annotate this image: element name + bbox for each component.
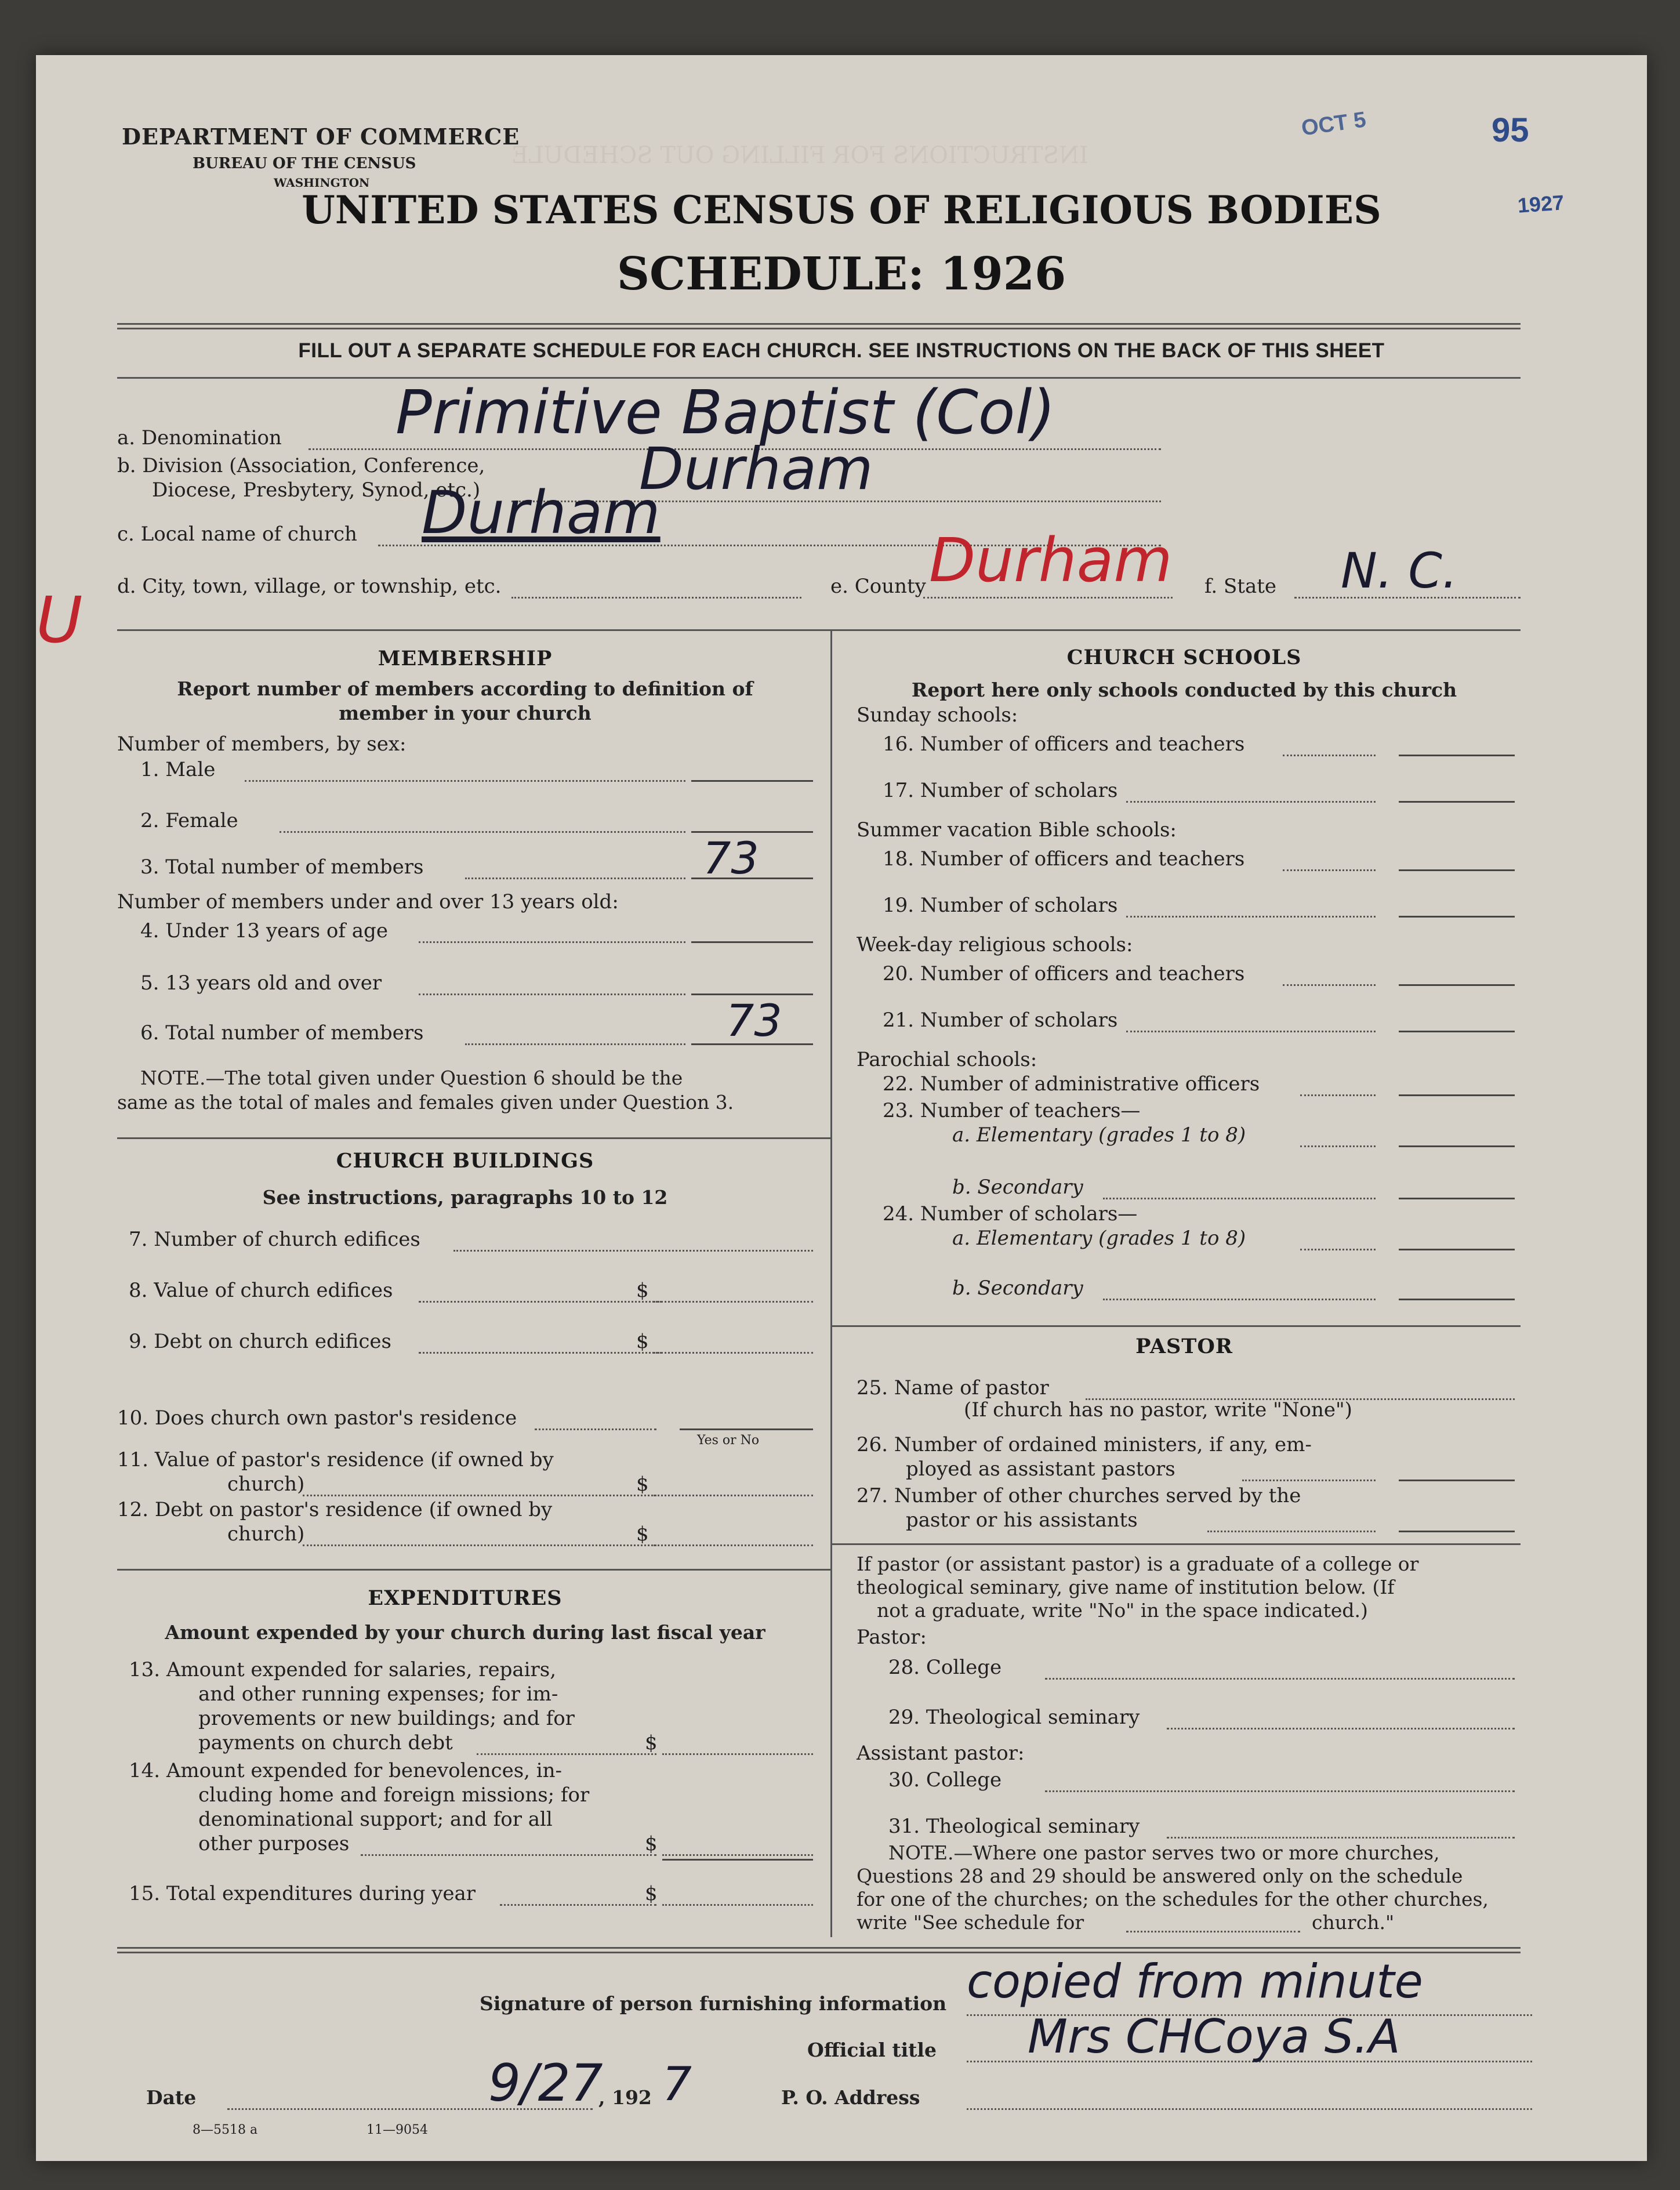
- q29-answer-line[interactable]: [1167, 1728, 1515, 1729]
- fields-rule: [117, 629, 1521, 631]
- header-rule-top-2: [117, 328, 1521, 329]
- q3-dots: [465, 878, 685, 879]
- q8-dots: [419, 1301, 662, 1303]
- q27-answer-line[interactable]: [1399, 1531, 1515, 1532]
- q8-answer-line[interactable]: [654, 1301, 813, 1303]
- bleed-through-heading: INSTRUCTIONS FOR FILLING OUT SCHEDULE: [511, 142, 1088, 169]
- q27-label-2: pastor or his assistants: [906, 1509, 1138, 1532]
- schools-heading: CHURCH SCHOOLS: [1066, 646, 1302, 669]
- q11-dollar: $: [636, 1473, 649, 1496]
- q1-dots: [245, 780, 685, 782]
- q13-label-2: and other running expenses; for im-: [198, 1683, 558, 1706]
- q6-total-label: 6. Total number of members: [140, 1021, 424, 1045]
- q25-note: (If church has no pastor, write "None"): [964, 1398, 1352, 1422]
- pastor-note-2: Questions 28 and 29 should be answered only on the schedule: [857, 1865, 1463, 1887]
- county-value[interactable]: Durham: [929, 525, 1173, 596]
- q13-label-1: 13. Amount expended for salaries, repairs,: [129, 1658, 557, 1681]
- form-number: 8—5518 a: [193, 2123, 258, 2137]
- q12-label-2: church): [227, 1522, 305, 1546]
- q24-label: 24. Number of scholars—: [883, 1202, 1138, 1225]
- q2-dots: [280, 831, 685, 833]
- q15-label: 15. Total expenditures during year: [129, 1882, 476, 1905]
- q9-label: 9. Debt on church edifices: [129, 1330, 391, 1353]
- q12-dots: [303, 1544, 656, 1546]
- membership-sub-1: Report number of members according to definition of: [177, 677, 753, 700]
- q21-label: 21. Number of scholars: [883, 1009, 1118, 1032]
- county-line: [923, 597, 1173, 599]
- q20-label: 20. Number of officers and teachers: [883, 962, 1245, 985]
- q5-over13-label: 5. 13 years old and over: [140, 971, 382, 995]
- pastor-note-5: church.": [1312, 1911, 1395, 1934]
- signature-label: Signature of person furnishing information: [480, 1992, 947, 2015]
- q15-dollar: $: [645, 1882, 658, 1905]
- q18-dots: [1283, 869, 1376, 871]
- q20-answer-line[interactable]: [1399, 984, 1515, 986]
- membership-sub-2: member in your church: [339, 702, 592, 724]
- schools-rule: [830, 1325, 1521, 1327]
- denomination-value[interactable]: Primitive Baptist (Col): [395, 377, 1055, 448]
- pastor-note-1: NOTE.—Where one pastor serves two or more churches,: [888, 1841, 1440, 1864]
- q26-label-1: 26. Number of ordained ministers, if any, em-: [857, 1433, 1312, 1456]
- q8-label: 8. Value of church edifices: [129, 1279, 393, 1302]
- local-name-value[interactable]: Durham: [422, 478, 661, 548]
- footer-rule-top-2: [117, 1952, 1521, 1953]
- q21-answer-line[interactable]: [1399, 1031, 1515, 1032]
- q12-label-1: 12. Debt on pastor's residence (if owned by: [117, 1498, 553, 1521]
- q4-dots: [419, 941, 685, 943]
- q23a-answer-line[interactable]: [1399, 1145, 1515, 1147]
- q28-answer-line[interactable]: [1045, 1678, 1515, 1680]
- q7-line[interactable]: [453, 1250, 813, 1252]
- q28-label: 28. College: [888, 1656, 1002, 1679]
- q2-female-label: 2. Female: [140, 809, 238, 832]
- q16-answer-line[interactable]: [1399, 755, 1515, 756]
- members-by-sex-label: Number of members, by sex:: [117, 733, 407, 756]
- q30-answer-line[interactable]: [1045, 1790, 1515, 1792]
- q9-dollar: $: [636, 1330, 649, 1353]
- membership-note-1: NOTE.—The total given under Question 6 should be the: [140, 1067, 683, 1089]
- signature-value[interactable]: copied from minute: [967, 1955, 1423, 2008]
- membership-note-2: same as the total of males and females given under Question 3.: [117, 1091, 734, 1114]
- q25-label: 25. Name of pastor: [857, 1376, 1049, 1399]
- q13-label-4: payments on church debt: [198, 1731, 453, 1754]
- q29-label: 29. Theological seminary: [888, 1706, 1140, 1729]
- schedule-number-stamp: 95: [1492, 111, 1529, 149]
- census-form-sheet: [36, 55, 1647, 2161]
- parochial-schools-label: Parochial schools:: [857, 1048, 1037, 1071]
- q6-total-value[interactable]: 73: [726, 995, 782, 1046]
- q24a-label: a. Elementary (grades 1 to 8): [952, 1227, 1246, 1250]
- q17-dots: [1126, 801, 1376, 803]
- q24b-label: b. Secondary: [952, 1277, 1083, 1300]
- official-title-value[interactable]: Mrs CHCoya S.A: [1028, 2010, 1400, 2064]
- graduate-instruction-2: theological seminary, give name of institution below. (If: [857, 1576, 1395, 1598]
- q9-answer-line[interactable]: [654, 1352, 813, 1354]
- q3-total-value[interactable]: 73: [703, 832, 759, 884]
- q11-answer-line[interactable]: [654, 1495, 813, 1496]
- q31-answer-line[interactable]: [1167, 1837, 1515, 1839]
- q12-dollar: $: [636, 1522, 649, 1546]
- q31-label: 31. Theological seminary: [888, 1815, 1140, 1838]
- q10-label: 10. Does church own pastor's residence: [117, 1406, 517, 1430]
- q26-answer-line[interactable]: [1399, 1480, 1515, 1481]
- q26-dots: [1242, 1480, 1376, 1481]
- q11-dots: [303, 1495, 656, 1496]
- q21-dots: [1126, 1031, 1376, 1032]
- form-title: UNITED STATES CENSUS OF RELIGIOUS BODIES: [302, 187, 1381, 233]
- sunday-schools-label: Sunday schools:: [857, 704, 1018, 727]
- q23b-answer-line[interactable]: [1399, 1198, 1515, 1199]
- q14-total-rule: [662, 1859, 813, 1861]
- city-line: [511, 597, 801, 599]
- q27-dots: [1207, 1531, 1376, 1532]
- q19-dots: [1126, 916, 1376, 918]
- membership-heading: MEMBERSHIP: [378, 647, 553, 670]
- q14-label-2: cluding home and foreign missions; for: [198, 1783, 590, 1807]
- county-label: e. County: [830, 575, 926, 598]
- fill-out-instruction: FILL OUT A SEPARATE SCHEDULE FOR EACH CHURCH. SEE INSTRUCTIONS ON THE BACK OF THIS SHEET: [298, 339, 1385, 362]
- q7-label: 7. Number of church edifices: [129, 1228, 420, 1251]
- q14-dollar: $: [645, 1832, 658, 1855]
- pastor-sub-label: Pastor:: [857, 1626, 927, 1649]
- q15-answer-line[interactable]: [662, 1904, 813, 1906]
- date-label: Date: [146, 2086, 197, 2109]
- under-over-label: Number of members under and over 13 years old:: [117, 890, 619, 913]
- q9-dots: [419, 1352, 662, 1354]
- q10-dots: [535, 1428, 656, 1430]
- q23a-label: a. Elementary (grades 1 to 8): [952, 1123, 1246, 1147]
- state-line: [1294, 597, 1521, 599]
- q4-answer-line[interactable]: [691, 941, 813, 943]
- summer-schools-label: Summer vacation Bible schools:: [857, 818, 1177, 842]
- received-stamp-date: OCT 5: [1300, 107, 1368, 141]
- q10-yes-no-hint: Yes or No: [697, 1433, 760, 1448]
- margin-mark: U: [36, 583, 83, 657]
- q16-label: 16. Number of officers and teachers: [883, 733, 1245, 756]
- q16-dots: [1283, 755, 1376, 756]
- q18-label: 18. Number of officers and teachers: [883, 847, 1245, 871]
- division-value[interactable]: Durham: [639, 435, 873, 503]
- column-divider: [830, 629, 832, 1937]
- pastor-note-blank[interactable]: [1126, 1931, 1300, 1932]
- state-label: f. State: [1204, 575, 1276, 598]
- year-digit-value[interactable]: 7: [662, 2057, 692, 2111]
- weekday-schools-label: Week-day religious schools:: [857, 933, 1133, 956]
- q24a-answer-line[interactable]: [1399, 1249, 1515, 1250]
- q17-answer-line[interactable]: [1399, 801, 1515, 803]
- q23-label: 23. Number of teachers—: [883, 1099, 1141, 1122]
- buildings-heading: CHURCH BUILDINGS: [336, 1149, 594, 1173]
- date-value[interactable]: 9/27: [488, 2053, 603, 2113]
- schools-sub: Report here only schools conducted by this church: [911, 679, 1457, 701]
- q22-answer-line[interactable]: [1399, 1094, 1515, 1096]
- q3-total-label: 3. Total number of members: [140, 855, 424, 879]
- print-number: 11—9054: [367, 2123, 428, 2137]
- q4-under13-label: 4. Under 13 years of age: [140, 919, 388, 942]
- q5-dots: [419, 994, 685, 995]
- schedule-title: SCHEDULE: 1926: [616, 248, 1066, 300]
- local-name-label: c. Local name of church: [117, 523, 357, 546]
- q14-label-1: 14. Amount expended for benevolences, in-: [129, 1759, 563, 1782]
- buildings-rule: [117, 1569, 830, 1571]
- bureau-city: WASHINGTON: [274, 176, 370, 190]
- buildings-sub: See instructions, paragraphs 10 to 12: [262, 1186, 668, 1209]
- q23a-dots: [1300, 1145, 1376, 1147]
- q1-male-label: 1. Male: [140, 758, 216, 781]
- graduate-instruction-1: If pastor (or assistant pastor) is a graduate of a college or: [857, 1553, 1419, 1575]
- assistant-pastor-sub-label: Assistant pastor:: [857, 1742, 1025, 1765]
- q6-dots: [465, 1043, 685, 1045]
- pastor-rule: [830, 1543, 1521, 1545]
- division-label-2: Diocese, Presbytery, Synod, etc.): [152, 478, 481, 502]
- pastor-heading: PASTOR: [1135, 1335, 1233, 1358]
- q19-label: 19. Number of scholars: [883, 894, 1118, 917]
- q14-dots: [361, 1854, 656, 1856]
- pastor-note-4: write "See schedule for: [857, 1911, 1084, 1934]
- q22-dots: [1300, 1094, 1376, 1096]
- q8-dollar: $: [636, 1279, 649, 1302]
- q17-label: 17. Number of scholars: [883, 779, 1118, 802]
- q24a-dots: [1300, 1249, 1376, 1250]
- q19-answer-line[interactable]: [1399, 916, 1515, 918]
- q11-label-1: 11. Value of pastor's residence (if owned by: [117, 1448, 554, 1471]
- q11-label-2: church): [227, 1473, 305, 1496]
- bureau-name: BUREAU OF THE CENSUS: [193, 155, 416, 172]
- q10-answer-line[interactable]: [680, 1428, 813, 1430]
- membership-rule: [117, 1137, 830, 1139]
- q20-dots: [1283, 984, 1376, 986]
- q13-dots: [477, 1753, 656, 1755]
- q18-answer-line[interactable]: [1399, 869, 1515, 871]
- division-label-1: b. Division (Association, Conference,: [117, 454, 485, 477]
- q1-answer-line[interactable]: [691, 780, 813, 782]
- received-stamp-year: 1927: [1516, 190, 1565, 217]
- q12-answer-line[interactable]: [654, 1544, 813, 1546]
- q24b-dots: [1103, 1299, 1376, 1300]
- year-prefix: , 192: [598, 2086, 652, 2109]
- q14-answer-line[interactable]: [662, 1854, 813, 1856]
- q13-dollar: $: [645, 1731, 658, 1754]
- q24b-answer-line[interactable]: [1399, 1299, 1515, 1300]
- q23b-dots: [1103, 1198, 1376, 1199]
- q30-label: 30. College: [888, 1768, 1002, 1792]
- q14-label-4: other purposes: [198, 1832, 350, 1855]
- official-title-label: Official title: [807, 2039, 937, 2061]
- department-name: DEPARTMENT OF COMMERCE: [122, 124, 520, 150]
- q23b-label: b. Secondary: [952, 1176, 1083, 1199]
- q26-label-2: ployed as assistant pastors: [906, 1457, 1175, 1481]
- po-address-line[interactable]: [967, 2108, 1532, 2110]
- q27-label-1: 27. Number of other churches served by the: [857, 1484, 1301, 1507]
- q22-label: 22. Number of administrative officers: [883, 1072, 1260, 1096]
- expenditures-sub: Amount expended by your church during last fiscal year: [165, 1621, 765, 1644]
- q14-label-3: denominational support; and for all: [198, 1808, 553, 1831]
- q15-dots: [500, 1904, 656, 1906]
- footer-rule-top: [117, 1947, 1521, 1949]
- city-label: d. City, town, village, or township, etc.: [117, 575, 502, 598]
- pastor-note-3: for one of the churches; on the schedules for the other churches,: [857, 1888, 1489, 1910]
- expenditures-heading: EXPENDITURES: [368, 1586, 563, 1610]
- q13-answer-line[interactable]: [662, 1753, 813, 1755]
- q13-label-3: provements or new buildings; and for: [198, 1707, 575, 1730]
- state-value[interactable]: N. C.: [1341, 542, 1458, 599]
- po-address-label: P. O. Address: [781, 2086, 920, 2109]
- denomination-label: a. Denomination: [117, 426, 282, 449]
- graduate-instruction-3: not a graduate, write "No" in the space indicated.): [877, 1599, 1368, 1622]
- header-rule-top: [117, 323, 1521, 325]
